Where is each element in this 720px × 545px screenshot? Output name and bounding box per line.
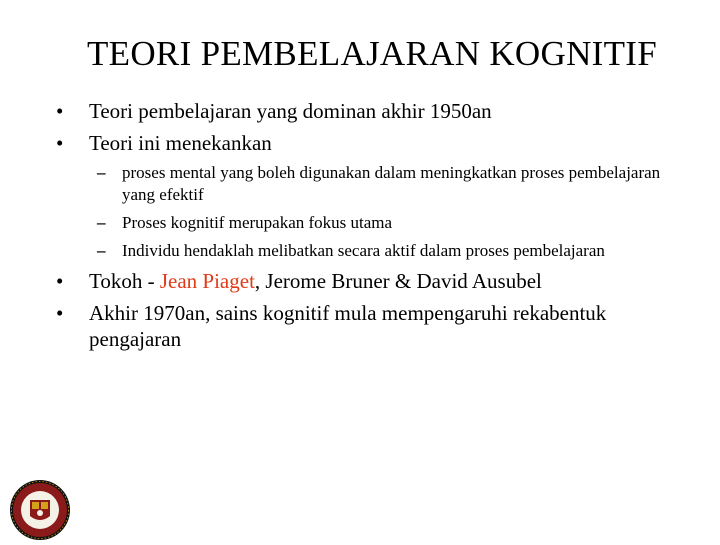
bullet-text-suffix: , Jerome Bruner & David Ausubel [254,269,542,293]
bullet-marker: • [56,269,64,293]
bullet-item [56,98,696,124]
bullet-text-prefix: Tokoh - [89,269,160,293]
bullet-text: Akhir 1970an, sains kognitif mula mempengaruhi rekabentuk pengajaran [89,301,607,351]
bullet-marker: • [56,301,64,325]
sub-bullet-item [97,212,696,234]
sub-bullet-marker: – [97,213,106,232]
sub-bullet-item [97,162,696,206]
bullet-item [56,130,696,156]
highlighted-name: Jean Piaget [159,269,255,293]
sub-bullet-text: Proses kognitif merupakan fokus utama [122,213,393,232]
sub-bullet-marker: – [97,241,106,260]
bullet-text: Teori pembelajaran yang dominan akhir 1950an [89,99,492,123]
bullet-item [56,300,696,352]
bullet-list [56,98,696,358]
bullet-item [56,268,696,294]
sub-bullet-text: Individu hendaklah melibatkan secara aktif dalam proses pembelajaran [122,241,605,260]
bullet-marker: • [56,99,64,123]
sub-bullet-text: proses mental yang boleh digunakan dalam meningkatkan proses pembelajaran yang efektif [122,163,661,204]
bullet-marker: • [56,131,64,155]
university-crest-icon [8,478,72,540]
sub-bullet-marker: – [97,163,106,182]
slide-title: TEORI PEMBELAJARAN KOGNITIF [86,34,658,73]
sub-bullet-list [97,162,696,262]
sub-bullet-item [97,240,696,262]
bullet-text: Teori ini menekankan [89,131,272,155]
